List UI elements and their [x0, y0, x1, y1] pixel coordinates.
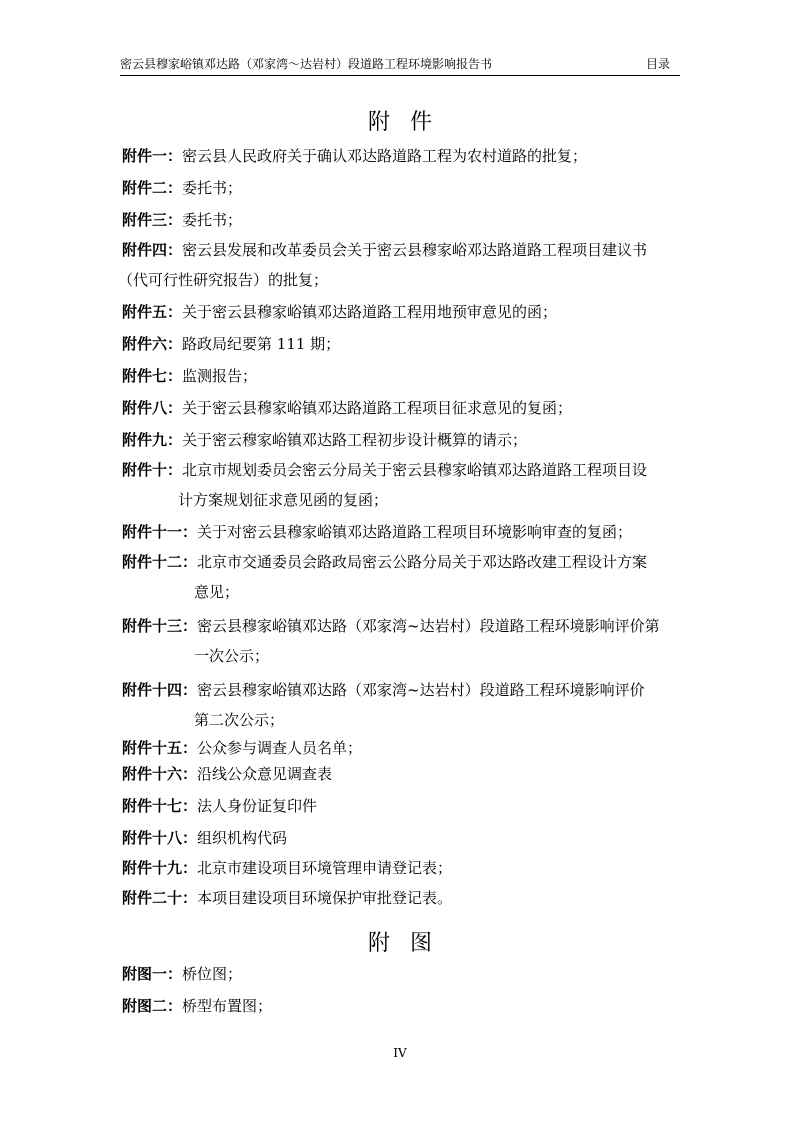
page-number: IV [393, 1046, 407, 1060]
figures-heading: 附图 [367, 931, 452, 956]
attachment-item: 附件十八：组织机构代码 [122, 829, 288, 847]
figure-item: 附图一：桥位图； [122, 965, 243, 983]
attachment-item-continuation: 第二次公示； [194, 711, 285, 729]
attachment-item: 附件二：委托书； [122, 179, 243, 197]
attachment-item: 附件一：密云县人民政府关于确认邓达路道路工程为农村道路的批复； [122, 147, 588, 165]
attachment-item-continuation: 一次公示； [194, 647, 270, 665]
attachment-item: 附件十：北京市规划委员会密云分局关于密云县穆家峪镇邓达路道路工程项目设 [122, 461, 648, 479]
attachment-item: 附件十七：法人身份证复印件 [122, 797, 318, 815]
attachment-item: 附件十五：公众参与调查人员名单； [122, 739, 363, 757]
attachment-item: 附件十六：沿线公众意见调查表 [122, 765, 333, 783]
attachment-item-continuation: 计方案规划征求意见函的复函； [178, 491, 389, 509]
attachment-item: 附件十九：北京市建设项目环境管理申请登记表； [122, 859, 453, 877]
attachments-heading: 附件 [367, 110, 452, 135]
attachment-item: 附件五：关于密云县穆家峪镇邓达路道路工程用地预审意见的函； [122, 303, 558, 321]
attachment-item: 附件八：关于密云县穆家峪镇邓达路道路工程项目征求意见的复函； [122, 399, 573, 417]
header-rule [120, 75, 680, 76]
header-title: 密云县穆家峪镇邓达路（邓家湾～达岩村）段道路工程环境影响报告书 [120, 57, 493, 71]
header-section: 目录 [645, 57, 670, 71]
attachment-item-continuation: （代可行性研究报告）的批复； [118, 271, 329, 289]
attachment-item: 附件九：关于密云穆家峪镇邓达路工程初步设计概算的请示； [122, 431, 528, 449]
attachment-item: 附件十四：密云县穆家峪镇邓达路（邓家湾~达岩村）段道路工程环境影响评价 [122, 681, 645, 699]
attachment-item-continuation: 意见； [194, 583, 240, 601]
attachment-item: 附件十三：密云县穆家峪镇邓达路（邓家湾~达岩村）段道路工程环境影响评价第 [122, 617, 660, 635]
attachment-item: 附件七：监测报告； [122, 367, 258, 385]
attachment-item: 附件三：委托书； [122, 211, 243, 229]
attachment-item: 附件十一：关于对密云县穆家峪镇邓达路道路工程项目环境影响审查的复函； [122, 523, 633, 541]
attachment-item: 附件六：路政局纪要第 111 期； [122, 335, 341, 353]
attachment-item: 附件十二：北京市交通委员会路政局密云公路分局关于邓达路改建工程设计方案 [122, 553, 648, 571]
attachment-item: 附件四：密云县发展和改革委员会关于密云县穆家峪邓达路道路工程项目建议书 [122, 241, 648, 259]
figure-item: 附图二：桥型布置图； [122, 997, 273, 1015]
attachment-item: 附件二十：本项目建设项目环境保护审批登记表。 [122, 889, 453, 907]
